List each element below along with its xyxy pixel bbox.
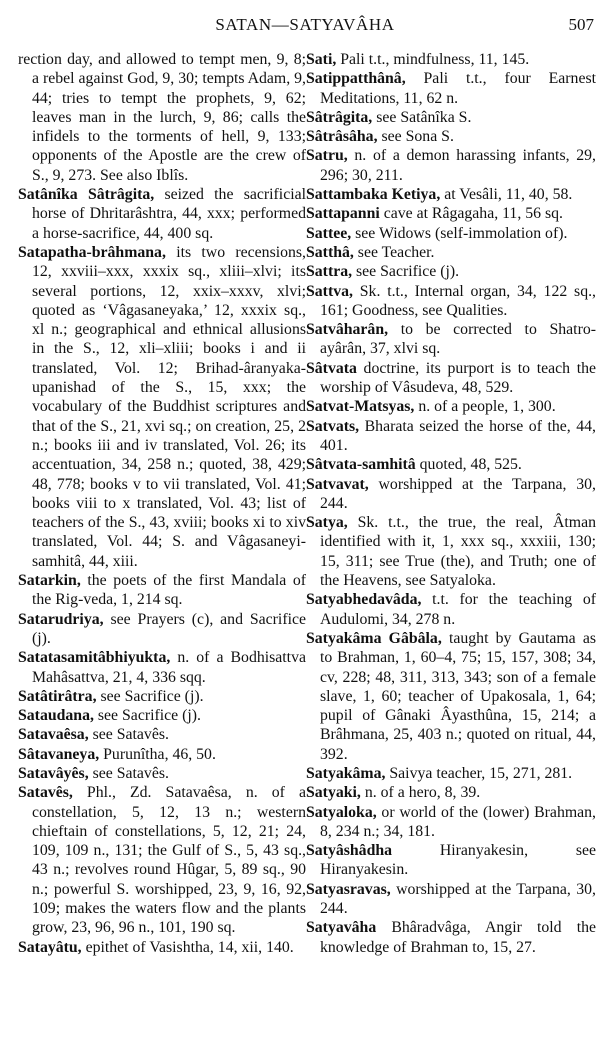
index-text: worshipped at the Tarpana, 30, 244. xyxy=(320,880,596,918)
index-entry xyxy=(18,648,306,687)
index-text: at Vesâli, 11, 40, 58. xyxy=(440,186,573,204)
index-text: rection day, and allowed to tempt men, 9, 8; a rebel against God, 9, 30; tempts Adam, 9, 44; tries to tempt the prophets, 9, 62; leaves man in the lurch, 9, 86; calls the infidels to the torments of hell, 9, 133; opponents of the Apostle are the crew of S., 9, 273. See also Iblîs. xyxy=(18,51,306,184)
index-entry xyxy=(306,397,596,416)
index-term: Sâtavaneya, xyxy=(18,745,100,763)
index-term: Satapatha-brâhmana, xyxy=(18,243,166,261)
index-term: Satthâ, xyxy=(306,243,354,261)
index-text: see Teacher. xyxy=(353,243,435,261)
index-text: n. of a Bodhisattva Mahâsattva, 21, 4, 336 sqq. xyxy=(32,649,306,686)
index-text: Bharata seized the horse of the, 44, 401. xyxy=(320,417,596,454)
index-term: Satvats, xyxy=(306,417,360,435)
index-term: Sati, xyxy=(306,51,337,68)
index-term: Satyakâma, xyxy=(306,764,386,782)
index-term: Satyasravas, xyxy=(306,880,391,898)
index-entry xyxy=(306,475,596,514)
index-entry xyxy=(306,127,596,146)
index-text: Saivya teacher, 15, 271, 281. xyxy=(385,764,573,782)
index-entry xyxy=(306,146,596,185)
index-text: Purunîtha, 46, 50. xyxy=(99,745,216,763)
index-text: to be corrected to Shatro-ayârân, 37, xlvi sq. xyxy=(320,321,596,358)
index-text: see Satânîka S. xyxy=(372,108,472,126)
index-entry xyxy=(306,590,596,629)
index-term: Satyaloka, xyxy=(306,803,377,821)
index-entry xyxy=(18,745,306,764)
index-entry xyxy=(306,764,596,783)
index-entry xyxy=(18,50,306,185)
index-text: Bhâradvâga, Angir told the knowledge of Brahman to, 15, 27. xyxy=(320,919,596,956)
index-text: see Prayers (c), and Sacrifice (j). xyxy=(32,610,306,647)
index-entry xyxy=(18,243,306,571)
index-term: Satyabhedavâda, xyxy=(306,591,422,609)
index-text: see Sacrifice (j). xyxy=(96,687,204,705)
index-text: see Satavês. xyxy=(88,726,169,744)
index-text: worshipped at the Tarpana, 30, 244. xyxy=(320,475,596,512)
index-text: n. of a people, 1, 300. xyxy=(414,398,556,416)
index-entry xyxy=(306,69,596,108)
running-head: SATAN—SATYAVÂHA xyxy=(215,15,395,34)
index-text: Pali t.t., four Earnest Meditations, 11, 62 n. xyxy=(320,70,596,107)
index-term: Satavâyês, xyxy=(18,764,89,782)
index-entry xyxy=(306,513,596,590)
index-text: see Sacrifice (j). xyxy=(352,263,460,281)
index-term: Satayâtu, xyxy=(18,938,82,956)
index-term: Satavaêsa, xyxy=(18,726,89,744)
index-text: Sk. t.t., the true, the real, Âtman identified with it, 1, xxx sq., xxxiii, 130; 15, 311; see True (the), and Truth; one of the Heavens, see Satyaloka. xyxy=(320,514,596,590)
index-entry xyxy=(306,803,596,842)
index-term: Sâtvata-samhitâ xyxy=(306,456,416,474)
index-term: Sattambaka Ketiya, xyxy=(306,186,441,204)
index-entry xyxy=(306,262,596,281)
index-entry xyxy=(306,282,596,321)
index-term: Satyâshâdha xyxy=(306,842,393,860)
index-entry xyxy=(306,224,596,243)
index-text: Phl., Zd. Satavaêsa, n. of a constellation, 5, 12, 13 n.; western chieftain of constellations, 5, 12, 21; 24, 109, 109 n., 131; the Gulf of S., 5, 43 sq., 43 n.; revolves round Hûgar, 5, 89 sq., 90 n.; powerful S. worshipped, 23, 9, 16, 92, 109; makes the waters flow and the plants grow, 23, 96, 96 n., 101, 190 sq. xyxy=(32,784,306,937)
index-text: n. of a hero, 8, 39. xyxy=(360,784,481,802)
index-text: seized the sacrificial horse of Dhritarâshtra, 44, xxx; performed a horse-sacrifice, 44, 400 sq. xyxy=(32,186,306,242)
index-text: its two recensions, 12, xxviii–xxx, xxxix sq., xliii–xlvi; its several portions, 12, xxix–xxxv, xlvi; quoted as ‘Vâgasaneyaka,’ 12, xxxix sq., xl n.; geographical and ethnical allusions in the S., 12, xli–xliii; books i and ii translated, Vol. 12; Brihad-âranyaka-upanishad of the S., 15, xxx; the vocabulary of the Buddhist scriptures and that of the S., 21, xvi sq.; on creation, 25, 2 n.; books iii and iv translated, Vol. 26; its accentuation, 34, 258 n.; quoted, 38, 429; 48, 778; books v to vii translated, Vol. 41; books viii to x translated, Vol. 43; list of teachers of the S., 43, xviii; books xi to xiv translated, Vol. 44; S. and Vâgasaneyi-samhitâ, 44, xiii. xyxy=(32,243,306,570)
index-entry xyxy=(18,687,306,706)
index-entry xyxy=(18,783,306,937)
index-term: Satyakâma Gâbâla, xyxy=(306,629,442,647)
left-column xyxy=(18,50,306,957)
index-term: Satippatthânâ, xyxy=(306,70,406,88)
index-term: Satya, xyxy=(306,514,348,532)
index-entry xyxy=(306,50,596,69)
index-text: t.t. for the teaching of Audulomi, 34, 278 n. xyxy=(320,591,596,628)
index-term: Satvâharân, xyxy=(306,321,389,339)
index-text: the poets of the first Mandala of the Rig-veda, 1, 214 sq. xyxy=(32,572,306,609)
index-term: Satâtirâtra, xyxy=(18,687,97,705)
index-term: Satatasamitâbhiyukta, xyxy=(18,649,171,667)
page-header xyxy=(0,15,610,39)
index-entry xyxy=(306,783,596,802)
index-text: Hiranyakesin, see Hiranyakesin. xyxy=(320,842,596,879)
index-entry xyxy=(306,880,596,919)
index-entry xyxy=(18,706,306,725)
index-term: Satru, xyxy=(306,147,348,165)
index-term: Sâtvata xyxy=(306,359,357,377)
index-entry xyxy=(18,571,306,610)
index-text: see Sona S. xyxy=(377,128,454,146)
index-text: epithet of Vasishtha, 14, xii, 140. xyxy=(81,938,294,956)
index-text: see Widows (self-immolation of). xyxy=(351,224,568,242)
index-term: Satyavâha xyxy=(306,919,377,937)
index-text: taught by Gautama as to Brahman, 1, 60–4, 75; 15, 157, 308; 34, cv, 228; 48, 311, 313, 343; son of a female slave, 1, 60; teacher of Upakosala, 1, 64; pupil of Gânaki Âyasthûna, 15, 214; a Brâhmana, 25, 403 n.; quoted on ritual, 44, 392. xyxy=(320,629,596,763)
index-term: Sâtrâgita, xyxy=(306,108,373,126)
index-text: n. of a demon harassing infants, 29, 296; 30, 211. xyxy=(320,147,596,184)
index-entry xyxy=(306,455,596,474)
index-term: Satvavat, xyxy=(306,475,369,493)
index-term: Sattapanni xyxy=(306,205,380,223)
index-entry xyxy=(306,204,596,223)
index-entry xyxy=(18,185,306,243)
index-entry xyxy=(306,108,596,127)
index-text: doctrine, its purport is to teach the worship of Vâsudeva, 48, 529. xyxy=(320,359,596,397)
right-column xyxy=(306,50,596,957)
index-text: Sk. t.t., Internal organ, 34, 122 sq., 161; Goodness, see Qualities. xyxy=(320,282,596,319)
index-text: or world of the (lower) Brahman, 8, 234 n.; 34, 181. xyxy=(320,803,596,840)
index-term: Sattra, xyxy=(306,263,353,281)
index-entry xyxy=(306,243,596,262)
index-entry xyxy=(18,764,306,783)
index-term: Sataudana, xyxy=(18,707,94,725)
index-text: cave at Râgagaha, 11, 56 sq. xyxy=(379,205,563,223)
index-entry xyxy=(306,359,596,398)
index-term: Satarudriya, xyxy=(18,610,104,628)
index-entry xyxy=(18,725,306,744)
index-term: Satyaki, xyxy=(306,784,361,802)
index-entry xyxy=(18,938,306,957)
index-text: quoted, 48, 525. xyxy=(415,456,522,474)
index-entry xyxy=(306,918,596,957)
index-entry xyxy=(306,320,596,359)
index-entry xyxy=(18,610,306,649)
index-entry xyxy=(306,629,596,764)
index-term: Sâtrâsâha, xyxy=(306,128,378,146)
index-text: Pali t.t., mindfulness, 11, 145. xyxy=(336,51,530,68)
index-entry xyxy=(306,841,596,880)
index-term: Sattva, xyxy=(306,282,353,300)
index-term: Satânîka Sâtrâgita, xyxy=(18,186,155,204)
page-number: 507 xyxy=(568,15,594,34)
index-term: Satarkin, xyxy=(18,572,81,590)
index-term: Sattee, xyxy=(306,224,352,242)
index-term: Satavês, xyxy=(18,784,73,802)
index-text: see Satavês. xyxy=(88,764,169,782)
index-entry xyxy=(306,417,596,456)
index-entry xyxy=(306,185,596,204)
index-term: Satvat-Matsyas, xyxy=(306,398,415,416)
index-text: see Sacrifice (j). xyxy=(93,707,201,725)
